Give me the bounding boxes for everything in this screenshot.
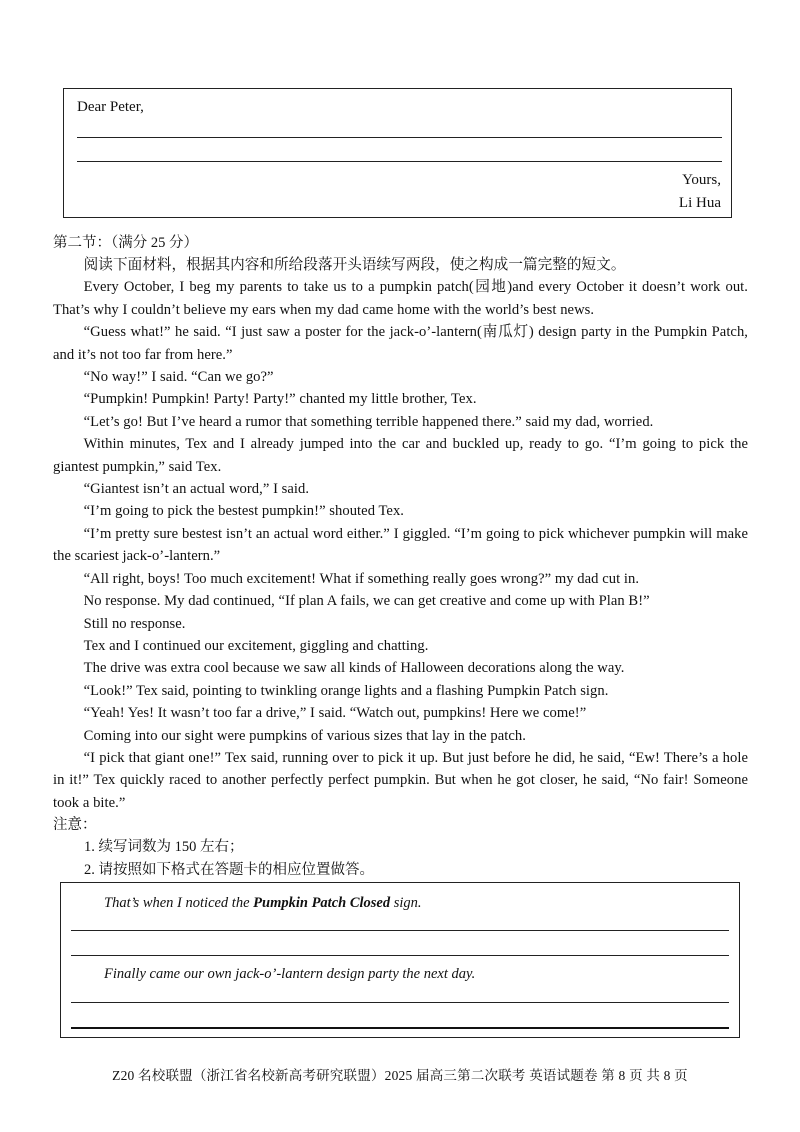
prompt-1-end: sign.: [390, 895, 422, 911]
letter-closing: Yours,: [682, 172, 721, 188]
paragraph: “Giantest isn’t an actual word,” I said.: [83, 481, 310, 498]
paragraph: “No way!” I said. “Can we go?”: [83, 369, 274, 386]
paragraph: “Let’s go! But I’ve heard a rumor that something terrible happened there.” said my dad, worried.: [83, 413, 654, 430]
writing-line: [71, 930, 729, 931]
paragraph: Still no response.: [83, 615, 186, 632]
reading-passage: [53, 254, 748, 814]
writing-line: [71, 1002, 729, 1003]
notes-title: 注意：: [53, 817, 97, 833]
continuation-prompt-2: Finally came our own jack-o’-lantern design party the next day.: [104, 966, 476, 982]
writing-line: [77, 161, 722, 162]
paragraph: Coming into our sight were pumpkins of various sizes that lay in the patch.: [83, 727, 526, 744]
writing-line: [71, 1027, 729, 1029]
paragraph: Every October, I beg my parents to take us to a pumpkin patch(园地)and every October it doesn’t work out. That’s why I couldn’t believe my ears when my dad came home with the world’s best news.: [53, 279, 748, 318]
paragraph: “Yeah! Yes! It wasn’t too far a drive,” I said. “Watch out, pumpkins! Here we come!”: [83, 705, 587, 722]
writing-line: [71, 955, 729, 956]
paragraph: “I’m pretty sure bestest isn’t an actual word either.” I giggled. “I’m going to pick whichever pumpkin will make the scariest jack-o’-lantern.”: [53, 525, 748, 565]
paragraph: No response. My dad continued, “If plan A fails, we can get creative and come up with Plan B!”: [83, 593, 650, 610]
page-footer: Z20 名校联盟（浙江省名校新高考研究联盟）2025 届高三第二次联考 英语试题卷 第 8 页 共 8 页: [112, 1068, 688, 1083]
paragraph: “Pumpkin! Pumpkin! Party! Party!” chanted my little brother, Tex.: [83, 391, 477, 408]
paragraph: “I’m going to pick the bestest pumpkin!” shouted Tex.: [83, 503, 404, 520]
prompt-1-start: That’s when I noticed the: [104, 895, 254, 911]
instruction-text: 阅读下面材料，根据其内容和所给段落开头语续写两段，使之构成一篇完整的短文。: [83, 257, 626, 273]
note-item: 2. 请按照如下格式在答题卡的相应位置做答。: [84, 861, 374, 878]
letter-signature: Li Hua: [678, 195, 721, 211]
note-item: 1. 续写词数为 150 左右；: [84, 839, 244, 856]
paragraph: “Look!” Tex said, pointing to twinkling orange lights and a flashing Pumpkin Patch sign.: [83, 682, 609, 699]
paragraph: “I pick that giant one!” Tex said, running over to pick it up. But just before he did, he said, “Ew! There’s a hole in it!” Tex quickly raced to another perfectly perfect pumpkin. But when he got closer, he said, “No fair! Someone took a bite.”: [53, 749, 748, 811]
section-title: 第二节：（满分 25 分）: [53, 235, 198, 251]
prompt-1-bold: Pumpkin Patch Closed: [253, 895, 391, 911]
paragraph: “Guess what!” he said. “I just saw a poster for the jack-o’-lantern(南瓜灯) design party in the Pumpkin Patch, and it’s not too far from here.”: [53, 324, 748, 363]
paragraph: Within minutes, Tex and I already jumped into the car and buckled up, ready to go. “I’m going to pick the giantest pumpkin,” said Tex.: [53, 436, 748, 475]
paragraph: “All right, boys! Too much excitement! What if something really goes wrong?” my dad cut in.: [83, 570, 640, 587]
notes-section: [53, 814, 748, 881]
writing-line: [77, 137, 722, 138]
letter-salutation: Dear Peter,: [77, 99, 144, 115]
paragraph: The drive was extra cool because we saw all kinds of Halloween decorations along the way.: [83, 660, 625, 677]
paragraph: Tex and I continued our excitement, giggling and chatting.: [83, 637, 429, 654]
letter-template-box: [63, 88, 732, 218]
answer-format-box: [60, 882, 740, 1038]
continuation-prompt-1: [104, 895, 422, 912]
